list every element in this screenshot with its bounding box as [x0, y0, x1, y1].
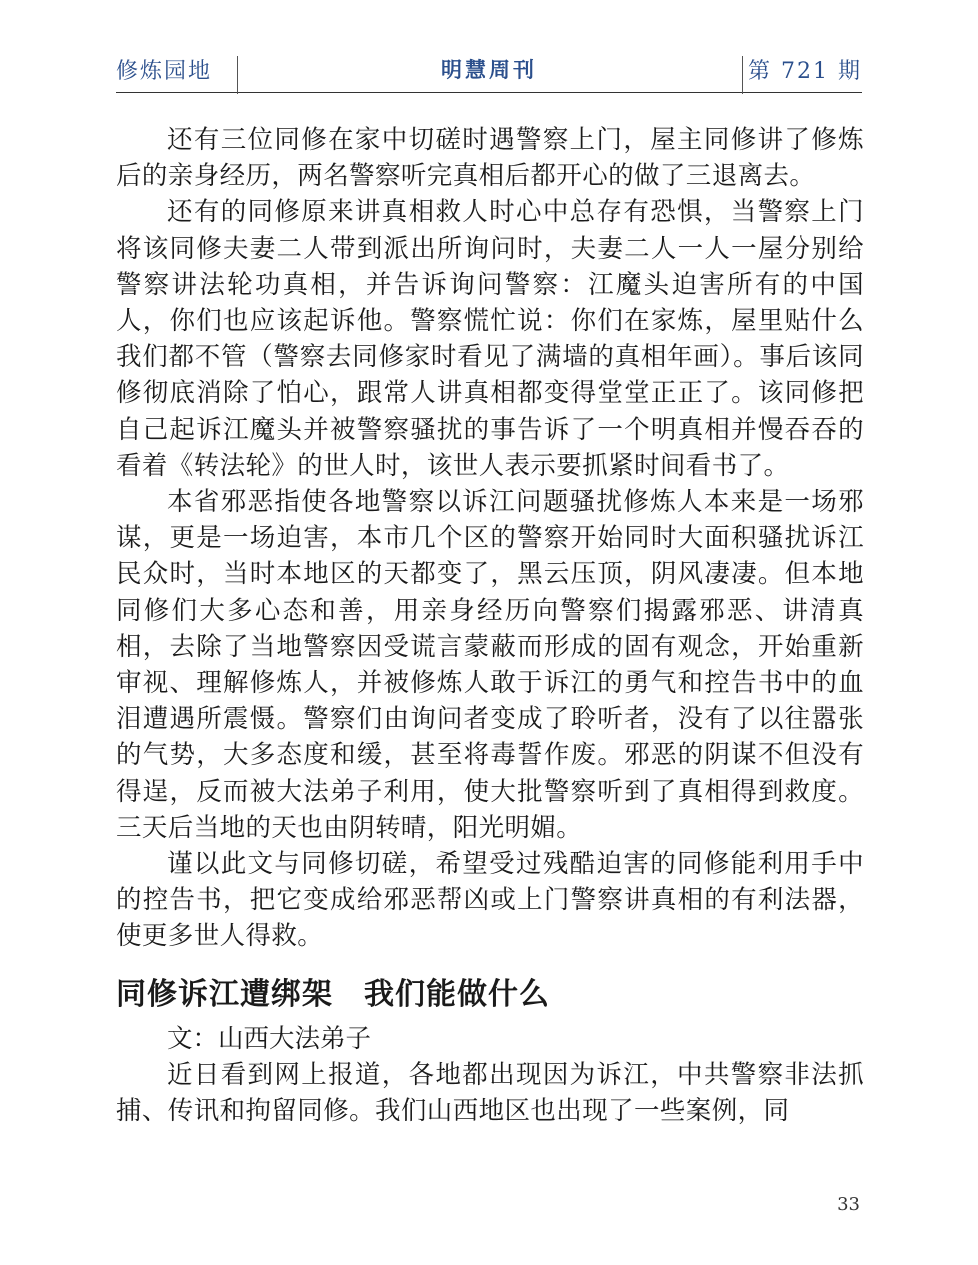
article-author: 文：山西大法弟子 [167, 1023, 372, 1054]
publication-title: 明慧周刊 [441, 58, 537, 82]
header-divider-right [742, 56, 743, 94]
paragraph: 还有的同修原来讲真相救人时心中总存有恐惧，当警察上门将该同修夫妻二人带到派出所询问时，夫妻二人一人一屋分别给警察讲法轮功真相，并告诉询问警察：江魔头迫害所有的中国人，你们也应该起诉他。警察慌忙说：你们在家炼，屋里贴什么我们都不管（警察去同修家时看见了满墙的真相年画）。事后该同修彻底消除了怕心，跟常人讲真相都变得堂堂正正了。该同修把自己起诉江魔头并被警察骚扰的事告诉了一个明真相并慢吞吞的看着《转法轮》的世人时，该世人表示要抓紧时间看书了。 [116, 197, 864, 481]
issue-number: 第 721 期 [748, 59, 862, 84]
paragraph: 还有三位同修在家中切磋时遇警察上门，屋主同修讲了修炼后的亲身经历，两名警察听完真相后都开心的做了三退离去。 [116, 125, 864, 192]
page-number: 33 [837, 1194, 860, 1215]
paragraph: 谨以此文与同修切磋，希望受过残酷迫害的同修能利用手中的控告书，把它变成给邪恶帮凶或上门警察讲真相的有利法器，使更多世人得救。 [116, 849, 864, 952]
paragraph: 近日看到网上报道，各地都出现因为诉江，中共警察非法抓捕、传讯和拘留同修。我们山西地区也出现了一些案例，同 [116, 1059, 864, 1127]
page-header [116, 48, 862, 93]
section-name: 修炼园地 [116, 59, 213, 84]
article-title: 同修诉江遭绑架 我们能做什么 [116, 976, 550, 1012]
paragraph: 本省邪恶指使各地警察以诉江问题骚扰修炼人本来是一场邪谋，更是一场迫害，本市几个区的警察开始同时大面积骚扰诉江民众时，当时本地区的天都变了，黑云压顶，阴风凄凄。但本地同修们大多心态和善，用亲身经历向警察们揭露邪恶、讲清真相，去除了当地警察因受谎言蒙蔽而形成的固有观念，开始重新审视、理解修炼人，并被修炼人敢于诉江的勇气和控告书中的血泪遭遇所震慑。警察们由询问者变成了聆听者，没有了以往嚣张的气势，大多态度和缓，甚至将毒誓作废。邪恶的阴谋不但没有得逞，反而被大法弟子利用，使大批警察听到了真相得到救度。三天后当地的天也由阴转晴，阳光明媚。 [116, 487, 864, 843]
article-body [116, 122, 864, 1129]
